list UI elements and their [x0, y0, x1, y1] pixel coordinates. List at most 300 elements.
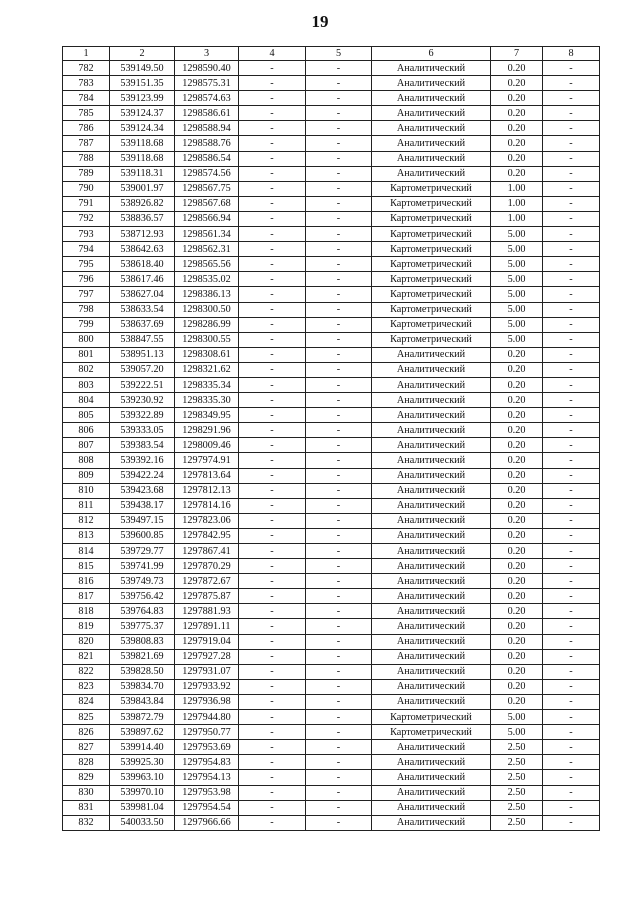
cell-column-5-value: - [306, 166, 372, 181]
cell-column-4-value: - [239, 740, 306, 755]
table-row [63, 317, 600, 332]
cell-column-4-value: - [239, 438, 306, 453]
cell-point-number: 817 [63, 589, 110, 604]
cell-column-8-value: - [543, 151, 600, 166]
cell-accuracy: 5.00 [491, 242, 543, 257]
cell-column-4-value: - [239, 287, 306, 302]
cell-method: Аналитический [372, 468, 491, 483]
cell-method: Аналитический [372, 347, 491, 362]
cell-x-coordinate: 539118.31 [110, 166, 175, 181]
cell-x-coordinate: 539828.50 [110, 664, 175, 679]
cell-column-4-value: - [239, 227, 306, 242]
cell-point-number: 826 [63, 725, 110, 740]
cell-column-8-value: - [543, 332, 600, 347]
cell-accuracy: 0.20 [491, 91, 543, 106]
cell-point-number: 788 [63, 151, 110, 166]
cell-accuracy: 0.20 [491, 498, 543, 513]
cell-method: Аналитический [372, 453, 491, 468]
cell-column-8-value: - [543, 544, 600, 559]
cell-method: Аналитический [372, 393, 491, 408]
table-row [63, 453, 600, 468]
cell-method: Картометрический [372, 725, 491, 740]
column-header-7: 7 [491, 47, 543, 61]
cell-column-5-value: - [306, 257, 372, 272]
cell-y-coordinate: 1297950.77 [175, 725, 239, 740]
cell-method: Аналитический [372, 649, 491, 664]
cell-column-4-value: - [239, 815, 306, 830]
cell-method: Картометрический [372, 196, 491, 211]
cell-column-5-value: - [306, 287, 372, 302]
table-row [63, 740, 600, 755]
cell-x-coordinate: 539741.99 [110, 559, 175, 574]
cell-column-4-value: - [239, 694, 306, 709]
cell-column-5-value: - [306, 725, 372, 740]
cell-point-number: 785 [63, 106, 110, 121]
cell-y-coordinate: 1298535.02 [175, 272, 239, 287]
cell-column-5-value: - [306, 362, 372, 377]
cell-column-8-value: - [543, 257, 600, 272]
cell-method: Аналитический [372, 574, 491, 589]
cell-column-4-value: - [239, 317, 306, 332]
cell-accuracy: 0.20 [491, 423, 543, 438]
cell-column-8-value: - [543, 196, 600, 211]
cell-column-4-value: - [239, 453, 306, 468]
cell-accuracy: 0.20 [491, 362, 543, 377]
cell-column-4-value: - [239, 347, 306, 362]
table-row [63, 302, 600, 317]
cell-x-coordinate: 540033.50 [110, 815, 175, 830]
cell-y-coordinate: 1298561.34 [175, 227, 239, 242]
cell-y-coordinate: 1298335.34 [175, 377, 239, 392]
cell-column-4-value: - [239, 468, 306, 483]
cell-accuracy: 0.20 [491, 136, 543, 151]
cell-column-4-value: - [239, 679, 306, 694]
cell-x-coordinate: 539963.10 [110, 770, 175, 785]
cell-column-4-value: - [239, 76, 306, 91]
table-row [63, 181, 600, 196]
cell-point-number: 816 [63, 574, 110, 589]
cell-method: Аналитический [372, 694, 491, 709]
cell-accuracy: 5.00 [491, 302, 543, 317]
cell-accuracy: 0.20 [491, 619, 543, 634]
cell-x-coordinate: 538847.55 [110, 332, 175, 347]
cell-column-5-value: - [306, 468, 372, 483]
cell-y-coordinate: 1298009.46 [175, 438, 239, 453]
cell-column-5-value: - [306, 544, 372, 559]
cell-point-number: 793 [63, 227, 110, 242]
cell-column-4-value: - [239, 136, 306, 151]
cell-x-coordinate: 539764.83 [110, 604, 175, 619]
cell-point-number: 804 [63, 393, 110, 408]
cell-y-coordinate: 1297936.98 [175, 694, 239, 709]
cell-method: Картометрический [372, 181, 491, 196]
cell-column-5-value: - [306, 483, 372, 498]
cell-x-coordinate: 538633.54 [110, 302, 175, 317]
cell-x-coordinate: 539322.89 [110, 408, 175, 423]
cell-y-coordinate: 1298574.63 [175, 91, 239, 106]
cell-point-number: 819 [63, 619, 110, 634]
cell-column-5-value: - [306, 377, 372, 392]
cell-x-coordinate: 538617.46 [110, 272, 175, 287]
cell-x-coordinate: 538618.40 [110, 257, 175, 272]
cell-method: Аналитический [372, 362, 491, 377]
column-header-2: 2 [110, 47, 175, 61]
cell-column-5-value: - [306, 181, 372, 196]
cell-x-coordinate: 539001.97 [110, 181, 175, 196]
cell-x-coordinate: 538627.04 [110, 287, 175, 302]
cell-y-coordinate: 1298566.94 [175, 211, 239, 226]
cell-accuracy: 0.20 [491, 61, 543, 76]
cell-column-8-value: - [543, 513, 600, 528]
cell-y-coordinate: 1298291.96 [175, 423, 239, 438]
cell-method: Аналитический [372, 544, 491, 559]
table-row [63, 242, 600, 257]
cell-accuracy: 0.20 [491, 106, 543, 121]
cell-method: Аналитический [372, 408, 491, 423]
cell-method: Аналитический [372, 423, 491, 438]
cell-accuracy: 5.00 [491, 317, 543, 332]
cell-point-number: 787 [63, 136, 110, 151]
cell-x-coordinate: 539118.68 [110, 136, 175, 151]
cell-column-8-value: - [543, 755, 600, 770]
cell-method: Аналитический [372, 166, 491, 181]
cell-x-coordinate: 539438.17 [110, 498, 175, 513]
cell-y-coordinate: 1297872.67 [175, 574, 239, 589]
cell-method: Картометрический [372, 257, 491, 272]
cell-point-number: 807 [63, 438, 110, 453]
cell-point-number: 811 [63, 498, 110, 513]
cell-accuracy: 0.20 [491, 483, 543, 498]
cell-accuracy: 2.50 [491, 815, 543, 830]
cell-point-number: 797 [63, 287, 110, 302]
cell-x-coordinate: 539124.34 [110, 121, 175, 136]
cell-y-coordinate: 1297931.07 [175, 664, 239, 679]
cell-x-coordinate: 539118.68 [110, 151, 175, 166]
cell-method: Аналитический [372, 800, 491, 815]
cell-column-4-value: - [239, 196, 306, 211]
cell-point-number: 812 [63, 513, 110, 528]
cell-method: Аналитический [372, 151, 491, 166]
table-row [63, 166, 600, 181]
cell-column-4-value: - [239, 211, 306, 226]
cell-method: Картометрический [372, 211, 491, 226]
table-row [63, 800, 600, 815]
cell-point-number: 795 [63, 257, 110, 272]
cell-method: Аналитический [372, 755, 491, 770]
cell-column-4-value: - [239, 725, 306, 740]
cell-method: Аналитический [372, 528, 491, 543]
cell-column-8-value: - [543, 166, 600, 181]
cell-column-5-value: - [306, 664, 372, 679]
table-row [63, 649, 600, 664]
cell-method: Аналитический [372, 513, 491, 528]
cell-method: Аналитический [372, 377, 491, 392]
cell-accuracy: 2.50 [491, 740, 543, 755]
cell-accuracy: 0.20 [491, 664, 543, 679]
cell-column-8-value: - [543, 664, 600, 679]
cell-accuracy: 0.20 [491, 513, 543, 528]
cell-y-coordinate: 1297953.69 [175, 740, 239, 755]
cell-point-number: 782 [63, 61, 110, 76]
cell-column-8-value: - [543, 76, 600, 91]
cell-accuracy: 0.20 [491, 121, 543, 136]
cell-method: Аналитический [372, 121, 491, 136]
cell-column-4-value: - [239, 332, 306, 347]
cell-method: Картометрический [372, 287, 491, 302]
table-row [63, 619, 600, 634]
cell-column-4-value: - [239, 393, 306, 408]
cell-y-coordinate: 1298574.56 [175, 166, 239, 181]
cell-column-8-value: - [543, 362, 600, 377]
cell-x-coordinate: 539422.24 [110, 468, 175, 483]
cell-point-number: 810 [63, 483, 110, 498]
table-row [63, 61, 600, 76]
cell-x-coordinate: 539230.92 [110, 393, 175, 408]
cell-y-coordinate: 1297891.11 [175, 619, 239, 634]
cell-y-coordinate: 1298590.40 [175, 61, 239, 76]
table-row [63, 151, 600, 166]
cell-column-8-value: - [543, 438, 600, 453]
cell-column-4-value: - [239, 619, 306, 634]
cell-column-5-value: - [306, 755, 372, 770]
cell-point-number: 790 [63, 181, 110, 196]
cell-point-number: 824 [63, 694, 110, 709]
cell-column-8-value: - [543, 498, 600, 513]
page-number: 19 [311, 12, 329, 31]
cell-accuracy: 0.20 [491, 634, 543, 649]
cell-x-coordinate: 539383.54 [110, 438, 175, 453]
cell-column-8-value: - [543, 468, 600, 483]
cell-accuracy: 0.20 [491, 453, 543, 468]
cell-accuracy: 0.20 [491, 151, 543, 166]
cell-column-5-value: - [306, 438, 372, 453]
cell-point-number: 808 [63, 453, 110, 468]
cell-column-8-value: - [543, 423, 600, 438]
table-row [63, 196, 600, 211]
cell-column-5-value: - [306, 513, 372, 528]
cell-method: Аналитический [372, 559, 491, 574]
cell-accuracy: 2.50 [491, 755, 543, 770]
table-row [63, 785, 600, 800]
cell-column-5-value: - [306, 151, 372, 166]
cell-point-number: 798 [63, 302, 110, 317]
cell-point-number: 802 [63, 362, 110, 377]
table-row [63, 710, 600, 725]
cell-column-5-value: - [306, 694, 372, 709]
table-row [63, 332, 600, 347]
cell-column-5-value: - [306, 393, 372, 408]
cell-method: Картометрический [372, 302, 491, 317]
table-row [63, 604, 600, 619]
cell-y-coordinate: 1298575.31 [175, 76, 239, 91]
cell-accuracy: 5.00 [491, 287, 543, 302]
cell-column-8-value: - [543, 393, 600, 408]
cell-accuracy: 2.50 [491, 800, 543, 815]
cell-column-8-value: - [543, 649, 600, 664]
cell-y-coordinate: 1297954.54 [175, 800, 239, 815]
cell-column-5-value: - [306, 317, 372, 332]
cell-column-5-value: - [306, 498, 372, 513]
cell-column-5-value: - [306, 589, 372, 604]
cell-accuracy: 5.00 [491, 710, 543, 725]
cell-point-number: 813 [63, 528, 110, 543]
column-header-3: 3 [175, 47, 239, 61]
cell-method: Картометрический [372, 317, 491, 332]
cell-column-8-value: - [543, 453, 600, 468]
cell-accuracy: 0.20 [491, 559, 543, 574]
cell-y-coordinate: 1297842.95 [175, 528, 239, 543]
cell-y-coordinate: 1298562.31 [175, 242, 239, 257]
cell-point-number: 791 [63, 196, 110, 211]
cell-accuracy: 0.20 [491, 649, 543, 664]
cell-column-4-value: - [239, 106, 306, 121]
column-header-4: 4 [239, 47, 306, 61]
cell-column-5-value: - [306, 196, 372, 211]
table-row [63, 287, 600, 302]
cell-column-8-value: - [543, 408, 600, 423]
cell-x-coordinate: 539981.04 [110, 800, 175, 815]
cell-y-coordinate: 1298565.56 [175, 257, 239, 272]
cell-column-4-value: - [239, 257, 306, 272]
cell-column-5-value: - [306, 649, 372, 664]
cell-method: Аналитический [372, 136, 491, 151]
table-row [63, 272, 600, 287]
cell-column-8-value: - [543, 211, 600, 226]
cell-column-4-value: - [239, 61, 306, 76]
cell-column-8-value: - [543, 287, 600, 302]
cell-column-4-value: - [239, 302, 306, 317]
cell-point-number: 799 [63, 317, 110, 332]
cell-accuracy: 5.00 [491, 227, 543, 242]
cell-column-4-value: - [239, 770, 306, 785]
table-row [63, 770, 600, 785]
cell-column-8-value: - [543, 589, 600, 604]
cell-method: Аналитический [372, 483, 491, 498]
cell-x-coordinate: 539775.37 [110, 619, 175, 634]
table-row [63, 347, 600, 362]
cell-y-coordinate: 1297814.16 [175, 498, 239, 513]
cell-column-8-value: - [543, 227, 600, 242]
cell-x-coordinate: 539749.73 [110, 574, 175, 589]
cell-accuracy: 0.20 [491, 544, 543, 559]
table-row [63, 227, 600, 242]
cell-column-8-value: - [543, 242, 600, 257]
cell-point-number: 786 [63, 121, 110, 136]
cell-column-4-value: - [239, 574, 306, 589]
cell-x-coordinate: 539423.68 [110, 483, 175, 498]
cell-point-number: 818 [63, 604, 110, 619]
cell-point-number: 784 [63, 91, 110, 106]
cell-method: Картометрический [372, 332, 491, 347]
cell-accuracy: 1.00 [491, 196, 543, 211]
cell-column-5-value: - [306, 227, 372, 242]
table-row [63, 76, 600, 91]
column-header-6: 6 [372, 47, 491, 61]
table-row [63, 91, 600, 106]
cell-accuracy: 0.20 [491, 438, 543, 453]
cell-x-coordinate: 539600.85 [110, 528, 175, 543]
cell-column-5-value: - [306, 559, 372, 574]
cell-point-number: 830 [63, 785, 110, 800]
cell-y-coordinate: 1297875.87 [175, 589, 239, 604]
cell-column-4-value: - [239, 710, 306, 725]
cell-column-4-value: - [239, 785, 306, 800]
cell-column-8-value: - [543, 347, 600, 362]
cell-column-8-value: - [543, 710, 600, 725]
cell-column-4-value: - [239, 408, 306, 423]
cell-method: Аналитический [372, 106, 491, 121]
cell-accuracy: 5.00 [491, 257, 543, 272]
cell-column-5-value: - [306, 619, 372, 634]
cell-column-5-value: - [306, 332, 372, 347]
cell-accuracy: 5.00 [491, 272, 543, 287]
cell-x-coordinate: 539149.50 [110, 61, 175, 76]
table-row [63, 559, 600, 574]
cell-column-4-value: - [239, 559, 306, 574]
cell-y-coordinate: 1297966.66 [175, 815, 239, 830]
cell-column-5-value: - [306, 710, 372, 725]
cell-column-4-value: - [239, 664, 306, 679]
cell-column-8-value: - [543, 317, 600, 332]
cell-method: Аналитический [372, 438, 491, 453]
cell-column-4-value: - [239, 181, 306, 196]
table-row [63, 589, 600, 604]
cell-x-coordinate: 539222.51 [110, 377, 175, 392]
table-row [63, 544, 600, 559]
cell-column-5-value: - [306, 800, 372, 815]
cell-method: Аналитический [372, 604, 491, 619]
cell-y-coordinate: 1297823.06 [175, 513, 239, 528]
table-row [63, 483, 600, 498]
cell-point-number: 821 [63, 649, 110, 664]
cell-column-5-value: - [306, 604, 372, 619]
cell-column-8-value: - [543, 121, 600, 136]
cell-column-8-value: - [543, 136, 600, 151]
cell-point-number: 822 [63, 664, 110, 679]
table-row [63, 815, 600, 830]
table-row [63, 634, 600, 649]
cell-point-number: 825 [63, 710, 110, 725]
cell-point-number: 831 [63, 800, 110, 815]
cell-x-coordinate: 539970.10 [110, 785, 175, 800]
cell-column-8-value: - [543, 634, 600, 649]
cell-column-5-value: - [306, 91, 372, 106]
cell-point-number: 828 [63, 755, 110, 770]
table-row [63, 257, 600, 272]
cell-column-5-value: - [306, 423, 372, 438]
cell-accuracy: 5.00 [491, 725, 543, 740]
cell-accuracy: 0.20 [491, 377, 543, 392]
cell-column-5-value: - [306, 106, 372, 121]
cell-column-4-value: - [239, 634, 306, 649]
table-body [63, 61, 600, 831]
cell-column-4-value: - [239, 151, 306, 166]
cell-column-8-value: - [543, 181, 600, 196]
cell-column-4-value: - [239, 166, 306, 181]
table-row [63, 694, 600, 709]
cell-column-4-value: - [239, 377, 306, 392]
table-row [63, 393, 600, 408]
column-header-1: 1 [63, 47, 110, 61]
cell-x-coordinate: 538951.13 [110, 347, 175, 362]
cell-column-5-value: - [306, 408, 372, 423]
cell-x-coordinate: 538637.69 [110, 317, 175, 332]
cell-y-coordinate: 1297954.13 [175, 770, 239, 785]
cell-column-8-value: - [543, 619, 600, 634]
column-header-8: 8 [543, 47, 600, 61]
cell-column-8-value: - [543, 770, 600, 785]
cell-y-coordinate: 1298588.94 [175, 121, 239, 136]
